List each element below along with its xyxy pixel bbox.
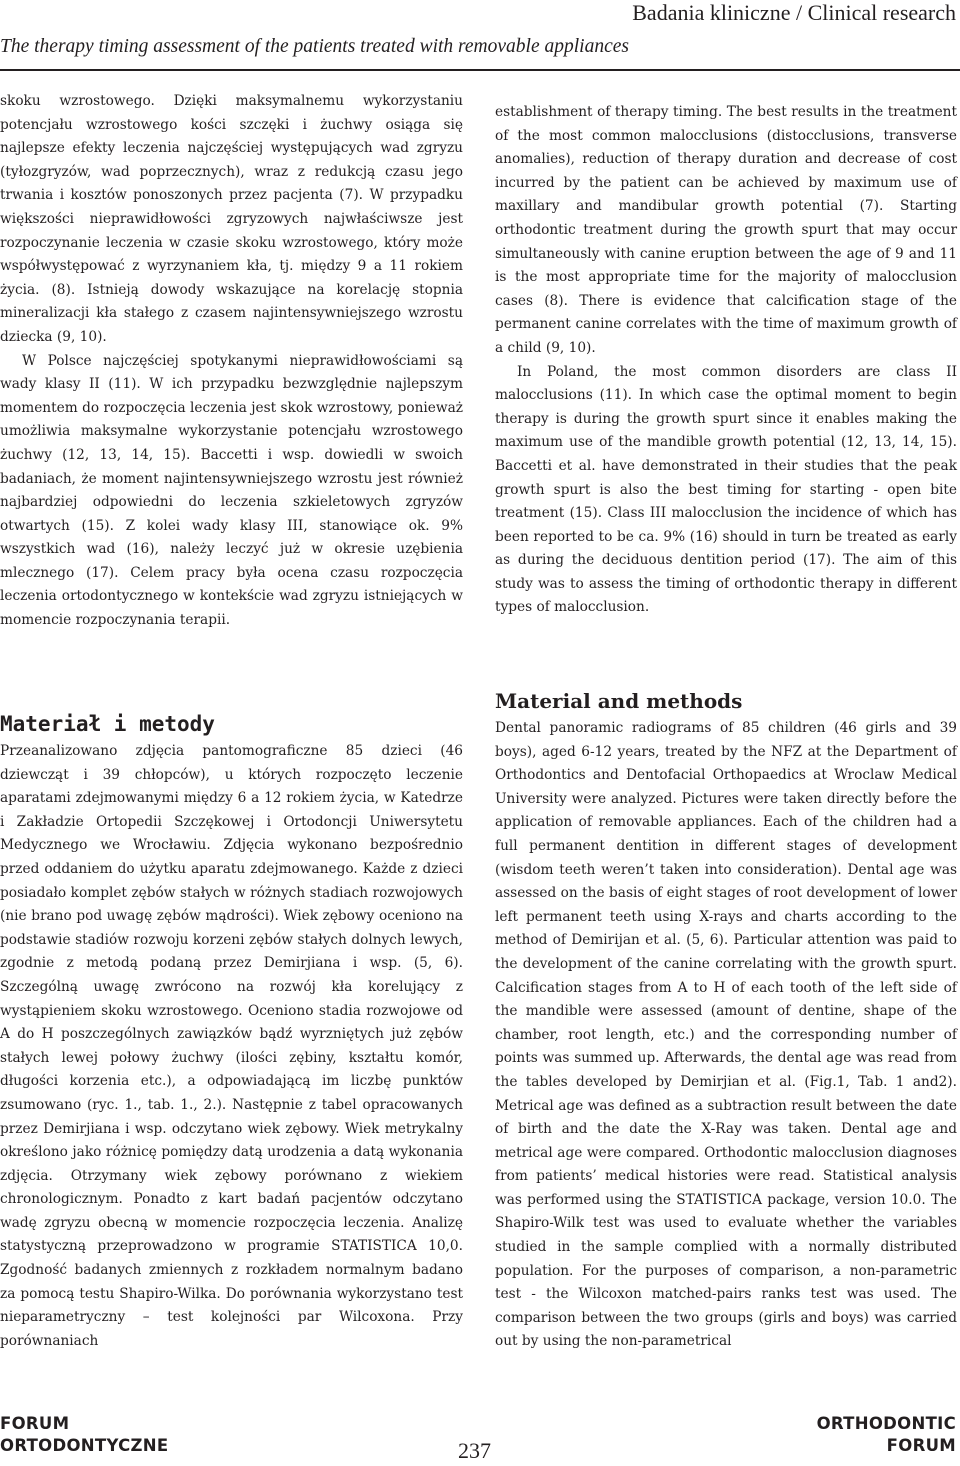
page-number: 237 — [458, 1438, 491, 1463]
intro-polish — [0, 90, 463, 633]
paragraph: Przeanalizowano zdjęcia pantomograficzne 85 dzieci (46 dziewcząt i 39 chłopców), u których rozpoczęto leczenie aparatami zdejmowanymi między 6 a 12 rokiem życia, w Katedrze i Zakładzie Ortopedii Szczękowej i Ortodoncji Uniwersytetu Medycznego we Wrocławiu. Zdjęcia wykonano bezpośrednio przed oddaniem do użytku aparatu zdejmowanego. Każde z dzieci posiadało komplet zębów stałych w różnych stadiach rozwojowych (nie brano pod uwagę zębów mądrości). Wiek zębowy oceniono na podstawie stadiów rozwoju korzeni zębów stałych dolnych lewych, zgodnie z metodą podaną przez Demirjiana i wsp. (5, 6). Szczególną uwagę zwrócono na rozwój kła korelujący z wystąpieniem skoku wzrostowego. Oceniono stadia rozwojowe od A do H poszczególnych zawiązków bądź wyrzniętych już zębów stałych lewej połowy żuchwy (ilości zębiny, kształtu komór, długości korzenia etc.), a odpowiadającą im liczbę punktów zsumowano (ryc. 1., tab. 1., 2.). Następnie z tabel opracowanych przez Demirjiana i wsp. odczytano wiek zębowy. Wiek metrykalny określono jako różnicę pomiędzy datą urodzenia a datą wykonania zdjęcia. Otrzymany wiek zębowy porównano z wiekiem chronologicznym. Ponadto z kart badań pacjentów odczytano wadę zgryzu obecną w momencie rozpoczęcia leczenia. Analizę statystyczną przeprowadzono w programie STATISTICA 10,0. Zgodność badanych zmiennych z rozkładem normalnym badano za pomocą testu Shapiro-Wilka. Do porównania wykorzystano test nieparametryczny – test kolejności par Wilcoxona. Przy porównaniach — [0, 743, 463, 1349]
paragraph: In Poland, the most common disorders are class II malocclusions (11). In which case the optimal moment to begin therapy is during the growth spurt since it enables making the maximum use of the mandible growth potential (12, 13, 14, 15). Baccetti et al. have demonstrated in their studies that the peak growth spurt is also the best timing for starting - open bite treatment (15). Class III malocclusion the incidence of which has been reported to be ca. 9% (16) should in turn be treated as early as during the deciduous dentition period (17). The aim of this study was to assess the timing of orthodontic therapy in different types of malocclusion. — [495, 363, 957, 616]
footer-line: ORTHODONTIC — [816, 1414, 956, 1433]
section-label: Badania kliniczne / Clinical research — [632, 0, 956, 25]
paragraph: Dental panoramic radiograms of 85 children (46 girls and 39 boys), aged 6-12 years, treated by the NFZ at the Department of Orthodontics and Dentofacial Orthopaedics at Wroclaw Medical University were analyzed. Pictures were taken directly before the application of removable appliances. Each of the children had a full permanent dentition in different stages of development (wisdom teeth weren’t taken into consideration). Dental age was assessed on the basis of eight stages of root development of lower left permanent teeth using X-rays and charts according to the method of Demirijan et al. (5, 6). Particular attention was paid to the development of the canine correlating with the growth spurt. Calcification stages from A to H of each tooth of the left side of the mandible were assessed (amount of dentine, shape of the chamber, root length, etc.) and the corresponding number of points was summed up. Afterwards, the dental age was read from the tables developed by Demirjian et al. (Fig.1, Tab. 1 and2). Metrical age was defined as a subtraction result between the date of birth and the date the X-Ray was taken. Dental age and metrical age were compared. Orthodontic malocclusion diagnoses from patients’ medical histories were read. Statistical analysis was performed using the STATISTICA package, version 10.0. The Shapiro-Wilk test was used to evaluate whether the variables studied in the sample complied with a normally distributed population. For the purposes of comparison, a non-parametric test - the Wilcoxon matched-pairs ranks test was used. The comparison between the two groups (girls and boys) was carried out by using the non-parametrical — [495, 720, 957, 1350]
running-title: The therapy timing assessment of the patients treated with removable appliances — [0, 36, 629, 57]
section-heading-methods-pl: Materiał i metody — [0, 712, 215, 736]
paragraph: W Polsce najczęściej spotykanymi nieprawidłowościami są wady klasy II (11). W ich przypadku bezwzględnie najlepszym momentem do rozpoczęcia leczenia jest skok wzrostowy, ponieważ umożliwia maksymalne wykorzystanie potencjału wzrostowego żuchwy (12, 13, 14, 15). Baccetti i wsp. dowiedli w swoich badaniach, że moment najintensywniejszego wzrostu jest również najbardziej odpowiedni do leczenia szkieletowych zgryzów otwartych (15). Z kolei wady klasy III, stanowiące ok. 9% wszystkich wad (16), należy leczyć już w okresie uzębienia mlecznego (17). Celem pracy była ocena czasu rozpoczęcia leczenia ortodontycznego w kontekście wad zgryzu istniejących w momencie rozpoczynania terapii. — [0, 352, 463, 629]
footer-line: FORUM — [0, 1414, 70, 1433]
header-rule — [0, 69, 960, 71]
methods-english — [495, 717, 957, 1354]
footer-line: ORTODONTYCZNE — [0, 1436, 169, 1455]
paragraph: establishment of therapy timing. The best results in the treatment of the most common malocclusions (distocclusions, transverse anomalies), reduction of therapy duration and decrease of cost incurred by the patient can be achieved by maximum use of maxillary and mandibular growth potential (7). Starting orthodontic treatment during the growth spurt that may occur simultaneously with canine eruption between the age of 9 and 11 is the most appropriate time for the majority of malocclusion cases (8). There is evidence that calcification stage of the permanent canine correlates with the time of maximum growth of a child (9, 10). — [495, 104, 957, 356]
intro-english — [495, 101, 957, 620]
journal-name-pl — [0, 1413, 168, 1457]
footer-line: FORUM — [886, 1436, 956, 1455]
journal-name-en — [817, 1413, 956, 1457]
section-heading-methods-en: Material and methods — [495, 689, 743, 713]
paragraph: skoku wzrostowego. Dzięki maksymalnemu wykorzystaniu potencjału wzrostowego kości szczęki i żuchwy osiąga się najlepsze efekty leczenia najczęściej występujących wad zgryzu (tyłozgryzów, wad poprzecznych), wraz z redukcją czasu jego trwania i kosztów ponoszonych przez pacjenta (7). W przypadku większości nieprawidłowości zgryzowych najwłaściwsze jest rozpoczynanie leczenia w czasie skoku wzrostowego, który może współwystępować z wyrzynaniem kła, tj. między 9 a 11 rokiem życia. (8). Istnieją dowody wskazujące na korelację stopnia mineralizacji kła stałego z czasem najintensywniejszego wzrostu dziecka (9, 10). — [0, 93, 463, 345]
methods-polish — [0, 740, 463, 1353]
